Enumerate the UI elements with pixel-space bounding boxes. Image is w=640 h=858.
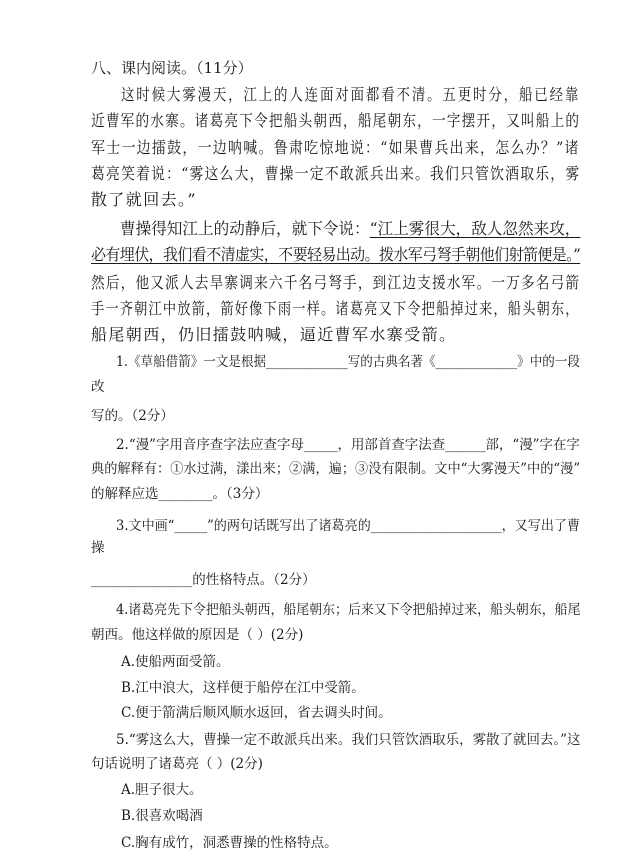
question-3-line1: 3.文中画“_____”的两句话既写出了诸葛亮的____________________，又写出了曹 (116, 517, 581, 534)
underlined-sentence-part2: 必有埋伏，我们看不清虚实，不要轻易出动。拨水军弓弩手朝他们射箭便是。” (91, 245, 581, 265)
question-2-line1: 2.“漫”字用音序查字法应查字母_____，用部首查字法查______部，“漫”字在字 (116, 437, 580, 454)
passage-para2-plain: 曹操得知江上的动静后，就下令说： (120, 219, 370, 239)
question-2-line2: 典的解释有：①水过满，漾出来；②满，遍；③没有限制。文中“大雾漫天”中的“漫” (91, 460, 581, 477)
question-5-option-a: A.胆子很大。 (121, 782, 203, 799)
question-3-line2: 操 (91, 539, 105, 556)
question-5-line2: 句话说明了诸葛亮（ ）(2分) (91, 755, 263, 772)
passage-para1-line4: 葛亮笑着说：“雾这么大，曹操一定不敢派兵出来。我们只管饮酒取乐，雾 (91, 163, 581, 183)
question-4-line1: 4.诸葛亮先下令把船头朝西，船尾朝东；后来又下令把船掉过来，船头朝东，船尾 (116, 602, 581, 619)
underlined-sentence-part1: “江上雾很大，敌人忽然来攻， (369, 219, 581, 239)
question-5-option-b: B.很喜欢喝酒 (121, 808, 203, 825)
passage-para2-line5: 船尾朝西，仍旧擂鼓呐喊，逼近曹军水寨受箭。 (91, 325, 457, 345)
passage-para2-line4: 手一齐朝江中放箭，箭好像下雨一样。诸葛亮又下令把船掉过来，船头朝东， (91, 298, 580, 318)
question-4-option-a: A.使船两面受箭。 (121, 653, 230, 670)
passage-para2-line3: 然后，他又派人去旱寨调来六千名弓弩手，到江边支援水军。一万多名弓箭 (91, 272, 581, 292)
passage-para1-line5: 散了就回去。” (91, 190, 197, 210)
passage-para1-line1: 这时候大雾漫天，江上的人连面对面都看不清。五更时分，船已经靠 (121, 85, 581, 105)
question-1-line1: 1.《草船借箭》一文是根据_____________写的古典名著《_____________》中的一段 (116, 354, 580, 371)
question-4-line2: 朝西。他这样做的原因是（ ）(2分) (91, 627, 304, 644)
question-5-line1: 5.“雾这么大，曹操一定不敢派兵出来。我们只管饮酒取乐，雾散了就回去。”这 (116, 731, 581, 748)
question-1-line2: 改 (91, 379, 105, 396)
passage-para2-line1 (120, 219, 580, 239)
question-3-line3: _______________的性格特点。（2分） (91, 572, 316, 589)
question-1-line3: 写的。（2分） (91, 408, 174, 425)
passage-para1-line3: 军士一边擂鼓，一边呐喊。鲁肃吃惊地说：“如果曹兵出来，怎么办？”诸 (91, 137, 580, 157)
question-2-line3: 的解释应选________。（3分） (91, 486, 269, 503)
question-4-option-b: B.江中浪大，这样便于船停在江中受箭。 (121, 679, 365, 696)
question-5-option-c: C.胸有成竹，洞悉曹操的性格特点。 (121, 834, 338, 851)
passage-para1-line2: 近曹军的水寨。诸葛亮下令把船头朝西，船尾朝东，一字摆开，又叫船上的 (91, 111, 581, 131)
question-4-option-c: C.便于箭满后顺风顺水返回，省去调头时间。 (121, 705, 392, 722)
section-title: 八、课内阅读。（11分） (91, 59, 253, 77)
